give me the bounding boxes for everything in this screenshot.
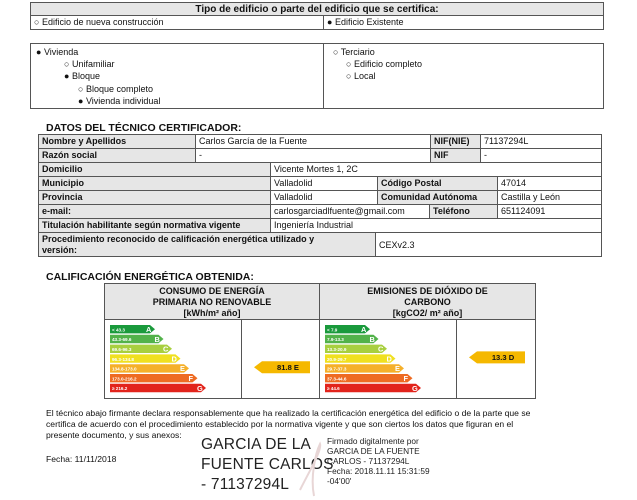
co2-head-line3: [kgCO2/ m² año] <box>392 308 463 318</box>
procedure-label-line1: Procedimiento reconocido de calificación energética utilizado y <box>42 234 315 244</box>
residential-sub-bloque: ● Bloque <box>64 71 100 81</box>
energy-band-range: 173.0-216.2 <box>112 376 137 382</box>
energy-band-letter: D <box>171 354 177 364</box>
bullet-dot-icon: ● <box>327 17 333 27</box>
qualification-label: Titulación habilitante según normativa vigente <box>38 218 271 233</box>
nif-nie-value: 71137294L <box>480 134 602 149</box>
energy-band-b <box>110 335 164 344</box>
co2-band-d <box>325 354 396 363</box>
co2-band-range: ≥ 44.6 <box>327 386 340 392</box>
phone-label: Teléfono <box>429 204 498 219</box>
energy-band-range: 96.3-134.8 <box>112 356 134 362</box>
energy-band-letter: E <box>180 364 185 374</box>
bullet-dot-icon: ● <box>78 96 84 106</box>
energy-band-range: < 43.3 <box>112 327 125 333</box>
co2-band-range: 7.9-13.3 <box>327 337 344 343</box>
signature-name-line3: - 71137294L <box>201 476 290 493</box>
radio-circle-icon: ○ <box>64 59 70 69</box>
energy-band-letter: A <box>146 325 152 334</box>
radio-circle-icon: ○ <box>78 84 84 94</box>
building-type-new-cell <box>30 15 324 30</box>
name-label: Nombre y Apellidos <box>38 134 196 149</box>
address-value: Vicente Mortes 1, 2C <box>270 162 602 177</box>
co2-band-letter: G <box>412 383 418 393</box>
energy-band-letter: C <box>163 344 169 354</box>
province-value: Valladolid <box>270 190 378 205</box>
phone-value: 651124091 <box>497 204 602 219</box>
existing-label: Edificio Existente <box>334 17 404 27</box>
radio-circle-icon: ○ <box>34 17 40 27</box>
bullet-dot-icon: ● <box>64 71 70 81</box>
residential-sub-vivienda-individual: ● Vivienda individual <box>78 96 161 106</box>
co2-head-line1: EMISIONES DE DIÓXIDO DE <box>367 286 488 296</box>
radio-circle-icon: ○ <box>346 59 352 69</box>
procedure-value: CEXv2.3 <box>375 232 602 257</box>
co2-band-range: 37.3-44.6 <box>327 376 347 382</box>
name-value: Carlos García de la Fuente <box>195 134 431 149</box>
co2-band-range: 29.7-37.3 <box>327 366 347 372</box>
co2-band-g <box>325 384 421 393</box>
energy-band-d <box>110 354 181 363</box>
co2-band-range: < 7.9 <box>327 327 338 333</box>
email-label: e-mail: <box>38 204 271 219</box>
residential-item: ● Vivienda <box>36 47 79 57</box>
co2-rating-scale <box>319 319 536 399</box>
energy-band-g <box>110 384 206 393</box>
company-value: - <box>195 148 431 163</box>
bullet-dot-icon: ● <box>36 47 42 57</box>
new-construction-label: Edificio de nueva construcción <box>41 17 164 27</box>
co2-head-line2: CARBONO <box>404 297 451 307</box>
co2-band-letter: B <box>369 334 375 344</box>
signature-name-line2: FUENTE CARLOS <box>201 456 334 473</box>
procedure-label <box>38 232 376 257</box>
co2-band-letter: D <box>386 354 392 364</box>
co2-band-e <box>325 364 404 373</box>
co2-band-letter: A <box>361 325 367 334</box>
building-type-header: Tipo de edificio o parte del edificio que se certifica: <box>30 2 604 16</box>
company-label: Razón social <box>38 148 196 163</box>
technician-section-title: DATOS DEL TÉCNICO CERTIFICADOR: <box>46 122 242 134</box>
energy-band-f <box>110 374 198 383</box>
co2-band-b <box>325 335 379 344</box>
signature-name-line1: GARCIA DE LA <box>201 436 312 453</box>
signature-seal-watermark <box>292 440 332 498</box>
tertiary-item: ○ Terciario <box>333 47 375 57</box>
energy-band-range: 43.3-69.6 <box>112 337 132 343</box>
province-label: Provincia <box>38 190 271 205</box>
co2-band-c <box>325 345 387 354</box>
co2-band-a <box>325 325 370 334</box>
co2-result-indicator <box>469 351 525 363</box>
declaration-line3: presente documento, y sus anexos: <box>46 430 182 440</box>
co2-band-letter: F <box>403 374 409 383</box>
tertiary-sub-edificio: ○ Edificio completo <box>346 59 422 69</box>
city-label: Municipio <box>38 176 271 191</box>
email-value: carlosgarciadlfuente@gmail.com <box>270 204 430 219</box>
co2-band-range: 20.9-29.7 <box>327 356 347 362</box>
procedure-label-line2: versión: <box>42 245 78 255</box>
digital-line4: Fecha: 2018.11.11 15:31:59 <box>327 466 430 476</box>
energy-rating-scale <box>104 319 320 399</box>
energy-head-line2: PRIMARIA NO RENOVABLE <box>152 297 272 307</box>
energy-band-range: 134.8-173.0 <box>112 366 137 372</box>
co2-band-letter: E <box>395 364 400 374</box>
energy-band-letter: B <box>154 334 160 344</box>
digital-signature-block <box>327 436 430 486</box>
energy-band-e <box>110 364 189 373</box>
declaration-line2: certifica de acuerdo con el procedimiento establecido por la normativa vigente y que son ciertos los datos que figuran en el <box>46 419 514 429</box>
energy-head-line1: CONSUMO DE ENERGÍA <box>159 286 265 296</box>
energy-result-indicator <box>254 361 310 373</box>
city-value: Valladolid <box>270 176 378 191</box>
digital-line1: Firmado digitalmente por <box>327 436 419 446</box>
radio-circle-icon: ○ <box>333 47 339 57</box>
energy-result-label: 81.8 E <box>277 363 299 372</box>
nif-value: - <box>480 148 602 163</box>
energy-band-range: 69.6-96.3 <box>112 347 132 352</box>
residential-sub-bloque-completo: ○ Bloque completo <box>78 84 153 94</box>
digital-line5: -04'00' <box>327 476 352 486</box>
co2-band-letter: C <box>378 344 384 354</box>
energy-band-letter: F <box>188 374 194 383</box>
residential-sub-unifamiliar: ○ Unifamiliar <box>64 59 115 69</box>
radio-circle-icon: ○ <box>346 71 352 81</box>
co2-scale-header <box>319 283 536 320</box>
energy-band-letter: G <box>197 383 203 393</box>
energy-head-line3: [kWh/m² año] <box>183 308 241 318</box>
energy-band-range: ≥ 216.2 <box>112 386 128 392</box>
postcode-label: Código Postal <box>377 176 498 191</box>
co2-result-label: 13.3 D <box>491 353 515 363</box>
nif-nie-label: NIF(NIE) <box>430 134 481 149</box>
energy-band-a <box>110 325 155 334</box>
postcode-value: 47014 <box>497 176 602 191</box>
tertiary-sub-local: ○ Local <box>346 71 376 81</box>
address-label: Domicilio <box>38 162 271 177</box>
energy-band-c <box>110 345 172 354</box>
nif-label: NIF <box>430 148 481 163</box>
digital-line2: GARCIA DE LA FUENTE <box>327 446 420 456</box>
declaration-date: Fecha: 11/11/2018 <box>46 454 117 464</box>
energy-scale-header <box>104 283 320 320</box>
region-value: Castilla y León <box>497 190 602 205</box>
qualification-value: Ingeniería Industrial <box>270 218 602 233</box>
co2-band-range: 13.3-20.9 <box>327 347 347 352</box>
region-label: Comunidad Autónoma <box>377 190 498 205</box>
rating-section-title: CALIFICACIÓN ENERGÉTICA OBTENIDA: <box>46 271 254 283</box>
declaration-line1: El técnico abajo firmante declara responsablemente que ha realizado la certificación energética del edificio o de la parte que se <box>46 408 531 418</box>
co2-band-f <box>325 374 413 383</box>
building-type-existing-cell <box>323 15 604 30</box>
digital-line3: CARLOS - 71137294L <box>327 456 410 466</box>
